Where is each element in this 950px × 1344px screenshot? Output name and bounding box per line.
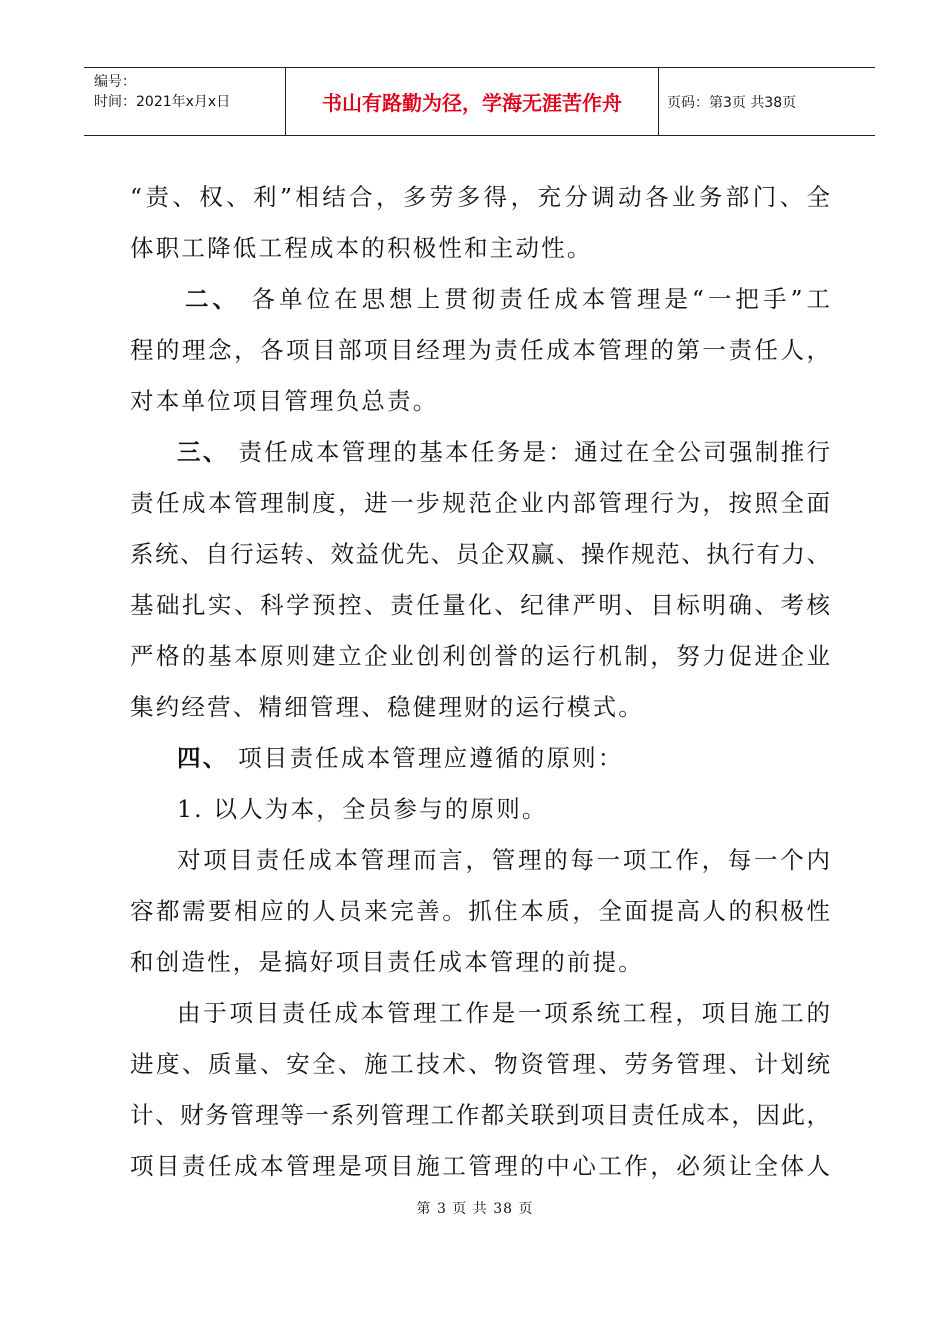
body-line: 计、财务管理等一系列管理工作都关联到项目责任成本，因此， — [130, 1101, 830, 1129]
body-line: 三、 责任成本管理的基本任务是：通过在全公司强制推行 — [177, 438, 830, 466]
time-label: 时间：2021年x月x日 — [94, 94, 231, 110]
body-line: 和创造性，是搞好项目责任成本管理的前提。 — [130, 948, 644, 976]
body-line: 对项目责任成本管理而言，管理的每一项工作，每一个内 — [177, 846, 830, 874]
body-line: 项目责任成本管理是项目施工管理的中心工作，必须让全体人 — [130, 1152, 830, 1180]
document-body — [130, 175, 830, 1195]
section-number: 四、 — [177, 744, 229, 772]
body-line: 进度、质量、安全、施工技术、物资管理、劳务管理、计划统 — [130, 1050, 830, 1078]
body-line: 四、 项目责任成本管理应遵循的原则： — [177, 744, 624, 772]
header-meta — [84, 68, 286, 135]
header-page-code: 页码：第3页 共38页 — [667, 94, 797, 111]
document-header — [84, 67, 875, 136]
header-motto: 书山有路勤为径，学海无涯苦作舟 — [286, 68, 659, 135]
body-line: 由于项目责任成本管理工作是一项系统工程，项目施工的 — [177, 999, 830, 1027]
body-line: 程的理念，各项目部项目经理为责任成本管理的第一责任人， — [130, 336, 830, 364]
body-line: 对本单位项目管理负总责。 — [130, 387, 439, 415]
number-label: 编号： — [94, 74, 136, 90]
section-number: 三、 — [177, 438, 229, 466]
body-line: 集约经营、精细管理、稳健理财的运行模式。 — [130, 693, 644, 721]
body-line: “责、权、利”相结合，多劳多得，充分调动各业务部门、全 — [130, 183, 830, 211]
body-line: 系统、自行运转、效益优先、员企双赢、操作规范、执行有力、 — [130, 540, 830, 568]
section-number: 二、 — [185, 285, 241, 313]
page-footer: 第 3 页 共 38 页 — [416, 1201, 534, 1217]
body-line: 体职工降低工程成本的积极性和主动性。 — [130, 234, 593, 262]
body-line: 二、 各单位在思想上贯彻责任成本管理是“一把手”工 — [185, 285, 831, 313]
body-line: 1. 以人为本，全员参与的原则。 — [177, 795, 548, 823]
body-line: 基础扎实、科学预控、责任量化、纪律严明、目标明确、考核 — [130, 591, 830, 619]
body-line: 严格的基本原则建立企业创利创誉的运行机制，努力促进企业 — [130, 642, 830, 670]
body-line: 责任成本管理制度，进一步规范企业内部管理行为，按照全面 — [130, 489, 830, 517]
body-line: 容都需要相应的人员来完善。抓住本质，全面提高人的积极性 — [130, 897, 830, 925]
